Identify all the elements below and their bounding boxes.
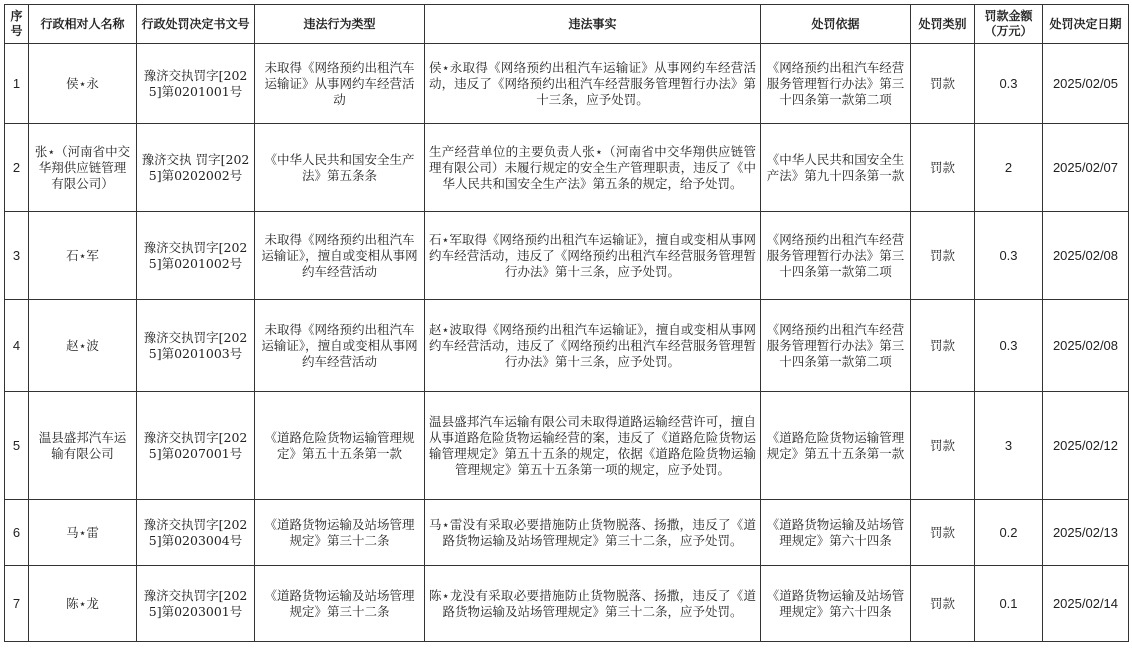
- fine-amount: 0.1: [975, 566, 1043, 642]
- violation-type: 《中华人民共和国安全生产法》第五条条: [255, 124, 425, 212]
- fine-amount: 0.3: [975, 300, 1043, 392]
- decision-date: 2025/02/08: [1043, 300, 1129, 392]
- fine-amount: 0.3: [975, 44, 1043, 124]
- penalty-category: 罚款: [911, 124, 975, 212]
- party-name: 赵⋆波: [29, 300, 137, 392]
- penalty-category: 罚款: [911, 44, 975, 124]
- header-violation-type: 违法行为类型: [255, 5, 425, 44]
- header-decision-doc-number: 行政处罚决定书文号: [137, 5, 255, 44]
- party-name: 温县盛邦汽车运输有限公司: [29, 392, 137, 500]
- decision-doc-number: 豫济交执罚字[2025]第0203004号: [137, 500, 255, 566]
- header-fine-amount: 罚款金额（万元）: [975, 5, 1043, 44]
- violation-type: 《道路货物运输及站场管理规定》第三十二条: [255, 500, 425, 566]
- decision-date: 2025/02/05: [1043, 44, 1129, 124]
- table-row: [5, 300, 1129, 392]
- penalty-category: 罚款: [911, 212, 975, 300]
- table-row: [5, 392, 1129, 500]
- penalty-basis: 《道路货物运输及站场管理规定》第六十四条: [761, 500, 911, 566]
- header-violation-facts: 违法事实: [425, 5, 761, 44]
- header-index: 序号: [5, 5, 29, 44]
- decision-date: 2025/02/13: [1043, 500, 1129, 566]
- table-row: [5, 212, 1129, 300]
- fine-amount: 2: [975, 124, 1043, 212]
- table-row: [5, 566, 1129, 642]
- penalty-category: 罚款: [911, 500, 975, 566]
- decision-doc-number: 豫济交执罚字[2025]第0201001号: [137, 44, 255, 124]
- violation-type: 《道路货物运输及站场管理规定》第三十二条: [255, 566, 425, 642]
- penalty-basis: 《道路危险货物运输管理规定》第五十五条第一款: [761, 392, 911, 500]
- penalty-category: 罚款: [911, 566, 975, 642]
- row-index: 6: [5, 500, 29, 566]
- row-index: 2: [5, 124, 29, 212]
- table-row: [5, 44, 1129, 124]
- row-index: 7: [5, 566, 29, 642]
- violation-facts: 石⋆军取得《网络预约出租汽车运输证》，擅自或变相从事网约车经营活动，违反了《网络预约出租汽车经营服务管理暂行办法》第十三条，应予处罚。: [425, 212, 761, 300]
- penalty-basis: 《网络预约出租汽车经营服务管理暂行办法》第三十四条第一款第二项: [761, 44, 911, 124]
- table-header-row: [5, 5, 1129, 44]
- penalty-basis: 《道路货物运输及站场管理规定》第六十四条: [761, 566, 911, 642]
- party-name: 张⋆（河南省中交华翔供应链管理有限公司）: [29, 124, 137, 212]
- violation-type: 未取得《网络预约出租汽车运输证》，擅自或变相从事网约车经营活动: [255, 300, 425, 392]
- decision-date: 2025/02/07: [1043, 124, 1129, 212]
- violation-facts: 温县盛邦汽车运输有限公司未取得道路运输经营许可，擅自从事道路危险货物运输经营的案，违反了《道路危险货物运输管理规定》第五十五条的规定，依据《道路危险货物运输管理规定》第五十五条第一项的规定，应予处罚。: [425, 392, 761, 500]
- header-party-name: 行政相对人名称: [29, 5, 137, 44]
- violation-facts: 侯⋆永取得《网络预约出租汽车运输证》从事网约车经营活动，违反了《网络预约出租汽车经营服务管理暂行办法》第十三条，应予处罚。: [425, 44, 761, 124]
- row-index: 5: [5, 392, 29, 500]
- table-row: [5, 124, 1129, 212]
- party-name: 陈⋆龙: [29, 566, 137, 642]
- party-name: 马⋆雷: [29, 500, 137, 566]
- row-index: 3: [5, 212, 29, 300]
- violation-type: 《道路危险货物运输管理规定》第五十五条第一款: [255, 392, 425, 500]
- violation-facts: 马⋆雷没有采取必要措施防止货物脱落、扬撒，违反了《道路货物运输及站场管理规定》第三十二条，应予处罚。: [425, 500, 761, 566]
- violation-facts: 生产经营单位的主要负责人张⋆（河南省中交华翔供应链管理有限公司）未履行规定的安全生产管理职责，违反了《中华人民共和国安全生产法》第五条的规定，给予处罚。: [425, 124, 761, 212]
- violation-facts: 陈⋆龙没有采取必要措施防止货物脱落、扬撒，违反了《道路货物运输及站场管理规定》第三十二条，应予处罚。: [425, 566, 761, 642]
- row-index: 1: [5, 44, 29, 124]
- decision-doc-number: 豫济交执罚字[2025]第0201002号: [137, 212, 255, 300]
- fine-amount: 0.2: [975, 500, 1043, 566]
- row-index: 4: [5, 300, 29, 392]
- party-name: 侯⋆永: [29, 44, 137, 124]
- decision-date: 2025/02/12: [1043, 392, 1129, 500]
- decision-date: 2025/02/14: [1043, 566, 1129, 642]
- decision-doc-number: 豫济交执罚字[2025]第0207001号: [137, 392, 255, 500]
- violation-type: 未取得《网络预约出租汽车运输证》从事网约车经营活动: [255, 44, 425, 124]
- penalty-table: [4, 4, 1129, 642]
- decision-doc-number: 豫济交执罚字[2025]第0201003号: [137, 300, 255, 392]
- fine-amount: 0.3: [975, 212, 1043, 300]
- header-penalty-basis: 处罚依据: [761, 5, 911, 44]
- header-penalty-category: 处罚类别: [911, 5, 975, 44]
- party-name: 石⋆军: [29, 212, 137, 300]
- violation-facts: 赵⋆波取得《网络预约出租汽车运输证》，擅自或变相从事网约车经营活动，违反了《网络预约出租汽车经营服务管理暂行办法》第十三条，应予处罚。: [425, 300, 761, 392]
- penalty-category: 罚款: [911, 300, 975, 392]
- penalty-basis: 《网络预约出租汽车经营服务管理暂行办法》第三十四条第一款第二项: [761, 212, 911, 300]
- penalty-basis: 《网络预约出租汽车经营服务管理暂行办法》第三十四条第一款第二项: [761, 300, 911, 392]
- penalty-basis: 《中华人民共和国安全生产法》第九十四条第一款: [761, 124, 911, 212]
- decision-doc-number: 豫济交执罚字[2025]第0203001号: [137, 566, 255, 642]
- decision-doc-number: 豫济交执 罚字[2025]第0202002号: [137, 124, 255, 212]
- table-row: [5, 500, 1129, 566]
- fine-amount: 3: [975, 392, 1043, 500]
- decision-date: 2025/02/08: [1043, 212, 1129, 300]
- penalty-category: 罚款: [911, 392, 975, 500]
- header-decision-date: 处罚决定日期: [1043, 5, 1129, 44]
- violation-type: 未取得《网络预约出租汽车运输证》，擅自或变相从事网约车经营活动: [255, 212, 425, 300]
